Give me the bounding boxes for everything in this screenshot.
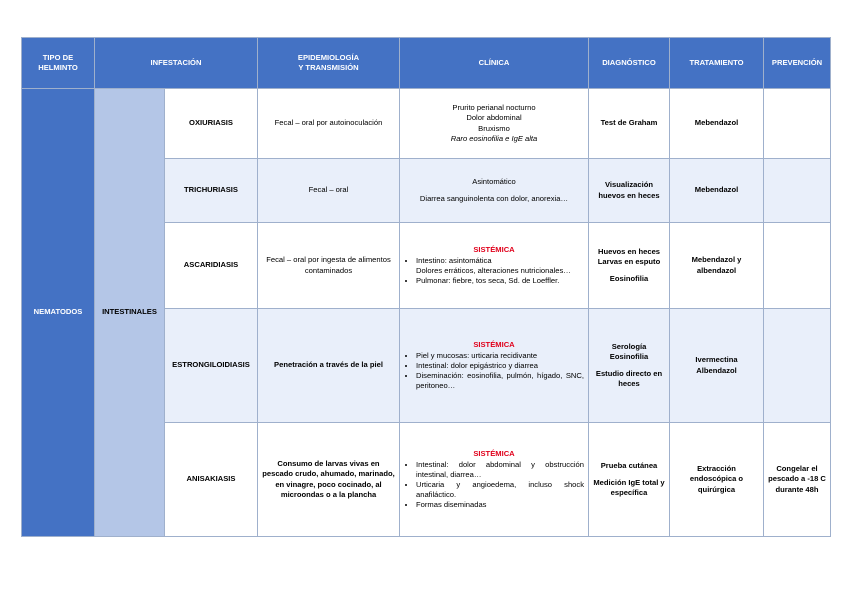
diagnostico-line: Medición IgE total y específica: [593, 477, 665, 497]
infestacion-name: TRICHURIASIS: [165, 159, 258, 223]
list-item: • Pulmonar: fiebre, tos seca, Sd. de Loeffler.: [416, 276, 584, 286]
tratamiento-cell: Extracción endoscópica o quirúrgica: [670, 423, 764, 537]
clinica-line: Raro eosinofilia e IgE alta: [450, 133, 538, 143]
tratamiento-cell: Mebendazol: [670, 89, 764, 159]
clinica-list: [404, 256, 584, 286]
epi-cell: Fecal – oral: [258, 159, 400, 223]
clinica-list: [404, 351, 584, 391]
clinica-cell: [400, 89, 589, 159]
prevencion-cell: [764, 309, 831, 423]
diagnostico-cell: Test de Graham: [589, 89, 670, 159]
diagnostico-cell: [589, 309, 670, 423]
epi-cell: Fecal – oral por ingesta de alimentos contaminados: [258, 223, 400, 309]
prevencion-cell: [764, 159, 831, 223]
prevencion-cell: [764, 89, 831, 159]
tipo-cell: NEMATODOS: [22, 89, 95, 537]
infestacion-name: ESTRONGILOIDIASIS: [165, 309, 258, 423]
header-clinica: CLÍNICA: [400, 38, 589, 89]
tratamiento-cell: Mebendazol: [670, 159, 764, 223]
sistemica-label: SISTÉMICA: [473, 244, 515, 254]
list-item: • Diseminación: eosinofilia, pulmón, hígado, SNC, peritoneo…: [416, 371, 584, 391]
prevencion-cell: Congelar el pescado a -18 C durante 48h: [764, 423, 831, 537]
diagnostico-cell: [589, 223, 670, 309]
header-tipo: TIPO DE HELMINTO: [22, 38, 95, 89]
list-item: • Intestinal: dolor abdominal y obstrucción intestinal, diarrea…: [416, 460, 584, 480]
clinica-line: Dolor abdominal: [466, 113, 522, 123]
header-row: [22, 38, 831, 89]
list-item: • Formas diseminadas: [416, 500, 584, 510]
list-item: • Intestino: asintomática Dolores erráticos, alteraciones nutricionales…: [416, 256, 584, 276]
list-item: • Urticaria y angioedema, incluso shock anafiláctico.: [416, 480, 584, 500]
diagnostico-line: Eosinofilia: [609, 274, 649, 283]
diagnostico-line: Huevos en heces Larvas en esputo: [597, 246, 661, 266]
header-prevencion: PREVENCIÓN: [764, 38, 831, 89]
clinica-line: Asintomático: [472, 176, 516, 186]
clinica-cell: [400, 223, 589, 309]
diagnostico-line: Estudio directo en heces: [595, 369, 663, 389]
epi-cell: Consumo de larvas vivas en pescado crudo, ahumado, marinado, en vinagre, poco cocinado, al microondas o a la plancha: [258, 423, 400, 537]
header-epidemiologia: EPIDEMIOLOGÍA Y TRANSMISIÓN: [258, 38, 400, 89]
infestacion-name: ANISAKIASIS: [165, 423, 258, 537]
diagnostico-cell: Visualización huevos en heces: [589, 159, 670, 223]
list-item: • Piel y mucosas: urticaria recidivante: [416, 351, 584, 361]
epi-cell: Fecal – oral por autoinoculación: [258, 89, 400, 159]
clinica-cell: [400, 309, 589, 423]
grupo-cell: INTESTINALES: [95, 89, 165, 537]
helminth-table: [21, 37, 831, 537]
clinica-line: Prurito perianal nocturno: [452, 103, 536, 113]
clinica-line: Diarrea sanguinolenta con dolor, anorexia…: [419, 194, 569, 203]
infestacion-name: OXIURIASIS: [165, 89, 258, 159]
header-diagnostico: DIAGNÓSTICO: [589, 38, 670, 89]
clinica-cell: [400, 423, 589, 537]
clinica-cell: [400, 159, 589, 223]
sistemica-label: SISTÉMICA: [473, 339, 515, 349]
header-tratamiento: TRATAMIENTO: [670, 38, 764, 89]
tratamiento-cell: Ivermectina Albendazol: [670, 309, 764, 423]
diagnostico-cell: [589, 423, 670, 537]
clinica-line: Bruxismo: [478, 123, 510, 133]
list-item: • Intestinal: dolor epigástrico y diarrea: [416, 361, 584, 371]
infestacion-name: ASCARIDIASIS: [165, 223, 258, 309]
diagnostico-line: Prueba cutánea: [600, 460, 658, 470]
sistemica-label: SISTÉMICA: [473, 448, 515, 458]
prevencion-cell: [764, 223, 831, 309]
header-infestacion: INFESTACIÓN: [95, 38, 258, 89]
clinica-list: [404, 460, 584, 510]
diagnostico-line: Serología Eosinofilia: [609, 341, 649, 361]
epi-cell: Penetración a través de la piel: [258, 309, 400, 423]
tratamiento-cell: Mebendazol y albendazol: [670, 223, 764, 309]
table-row: [22, 89, 831, 159]
